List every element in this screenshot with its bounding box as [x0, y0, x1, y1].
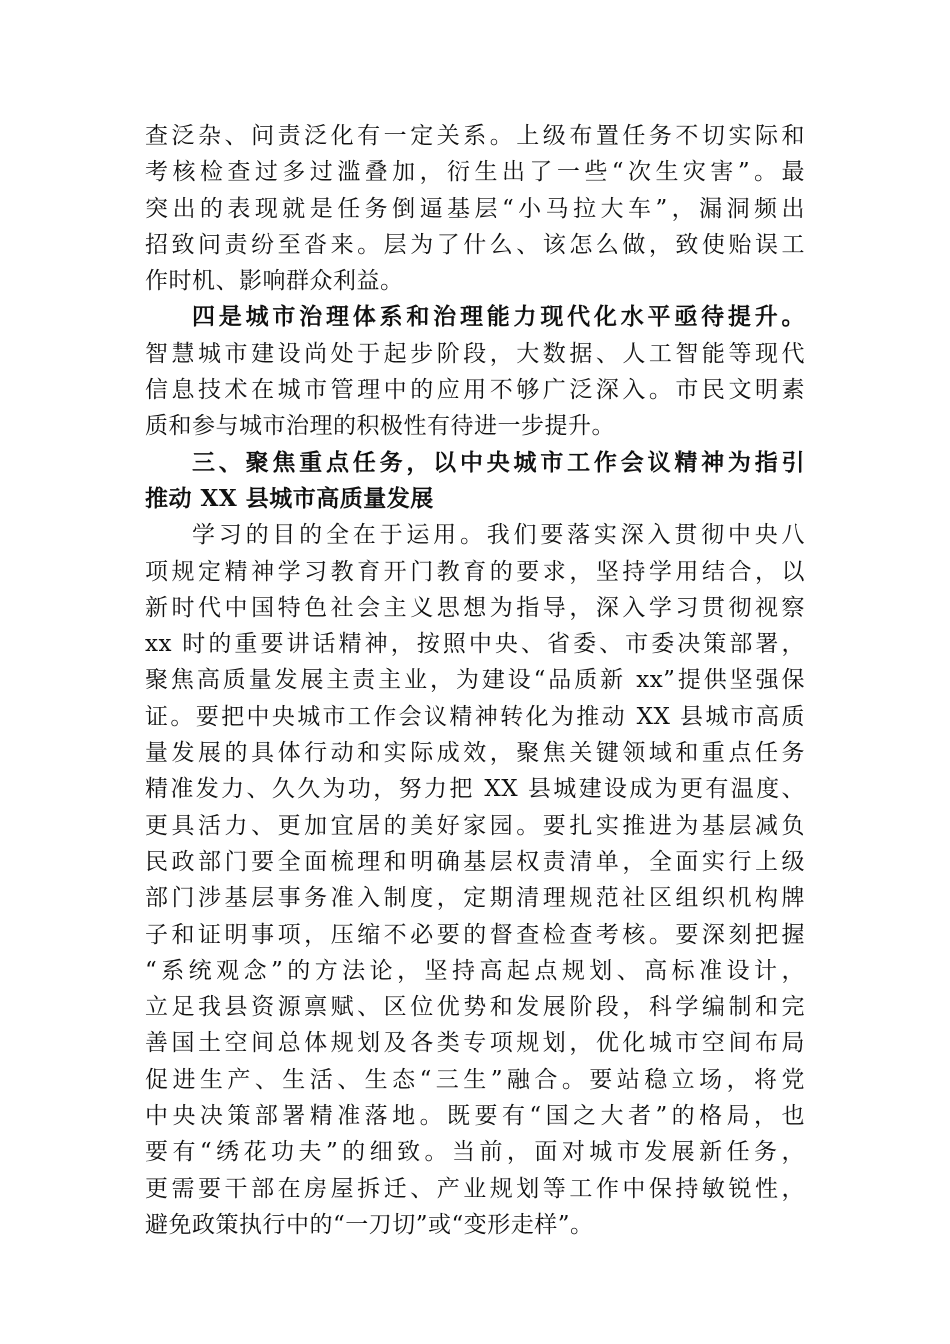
paragraph-line: 信息技术在城市管理中的应用不够广泛深入。市民文明素 — [145, 377, 805, 404]
paragraph-line: 子和证明事项，压缩不必要的督查检查考核。要深刻把握 — [145, 921, 805, 948]
paragraph-line: “系统观念”的方法论，坚持高起点规划、高标准设计， — [145, 957, 805, 984]
paragraph-line: 要有“绣花功夫”的细致。当前，面对城市发展新任务， — [145, 1139, 805, 1166]
paragraph-line: 更具活力、更加宜居的美好家园。要扎实推进为基层减负 — [145, 812, 805, 839]
paragraph-line: 善国土空间总体规划及各类专项规划，优化城市空间布局 — [145, 1030, 805, 1057]
document-body — [145, 118, 805, 1243]
paragraph-line: 避免政策执行中的“一刀切”或“变形走样”。 — [145, 1211, 594, 1238]
paragraph-line: 促进生产、生活、生态“三生”融合。要站稳立场，将党 — [145, 1066, 805, 1093]
paragraph-line: 突出的表现就是任务倒逼基层“小马拉大车”，漏洞频出 — [145, 195, 805, 222]
paragraph-line: 新时代中国特色社会主义思想为指导，深入学习贯彻视察 — [145, 594, 805, 621]
paragraph-line: 质和参与城市治理的积极性有待进一步提升。 — [145, 413, 615, 440]
paragraph-line: 部门涉基层事务准入制度，定期清理规范社区组织机构牌 — [145, 885, 805, 912]
paragraph-line: 项规定精神学习教育开门教育的要求，坚持学用结合，以 — [145, 558, 805, 585]
paragraph-line: 民政部门要全面梳理和明确基层权责清单，全面实行上级 — [145, 848, 805, 875]
paragraph-line: 更需要干部在房屋拆迁、产业规划等工作中保持敏锐性， — [145, 1175, 805, 1202]
paragraph-line: 立足我县资源禀赋、区位优势和发展阶段，科学编制和完 — [145, 994, 805, 1021]
paragraph-line: 证。要把中央城市工作会议精神转化为推动 XX 县城市高质 — [145, 703, 805, 730]
paragraph-line: 聚焦高质量发展主责主业，为建设“品质新 xx”提供坚强保 — [145, 667, 805, 694]
heading-line: 推动 XX 县城市高质量发展 — [145, 484, 434, 512]
paragraph-line: xx 时的重要讲话精神，按照中央、省委、市委决策部署， — [145, 631, 805, 658]
paragraph-line: 智慧城市建设尚处于起步阶段，大数据、人工智能等现代 — [145, 340, 805, 367]
paragraph-line: 考核检查过多过滥叠加，衍生出了一些“次生灾害”。最 — [145, 159, 805, 186]
paragraph-line: 作时机、影响群众利益。 — [145, 268, 404, 295]
heading-line: 四是城市治理体系和治理能力现代化水平亟待提升。 — [192, 303, 805, 331]
paragraph-line: 学习的目的全在于运用。我们要落实深入贯彻中央八 — [192, 522, 805, 549]
paragraph-line: 中央决策部署精准落地。既要有“国之大者”的格局，也 — [145, 1103, 805, 1130]
paragraph-line: 查泛杂、问责泛化有一定关系。上级布置任务不切实际和 — [145, 123, 805, 149]
paragraph-line: 精准发力、久久为功，努力把 XX 县城建设成为更有温度、 — [145, 776, 805, 803]
paragraph-line: 量发展的具体行动和实际成效，聚焦关键领域和重点任务 — [145, 740, 805, 767]
heading-line: 三、聚焦重点任务，以中央城市工作会议精神为指引 — [192, 448, 805, 476]
paragraph-line: 招致问责纷至沓来。层为了什么、该怎么做，致使贻误工 — [145, 231, 805, 258]
